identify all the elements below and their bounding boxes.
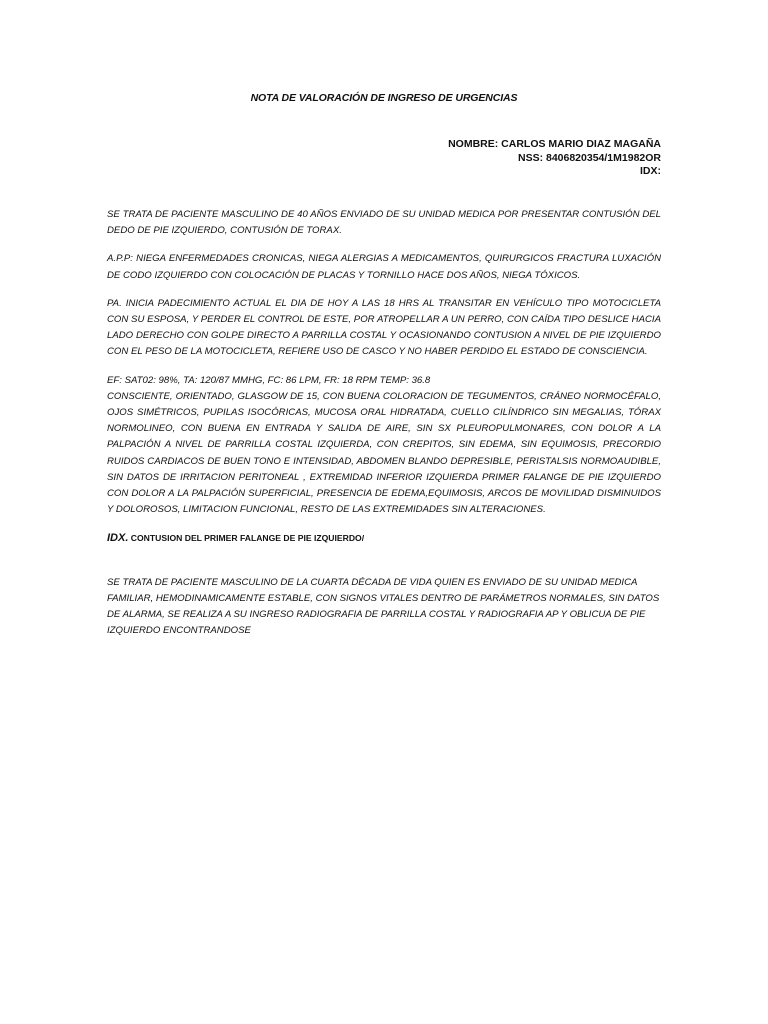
pa-paragraph: PA. INICIA PADECIMIENTO ACTUAL EL DIA DE HOY A LAS 18 HRS AL TRANSITAR EN VEHÍCULO TIPO MOTOCICLETA CON SU ESPOSA, Y PERDER EL CONTROL DE ESTE, POR ATROPELLAR A UN PERRO, CON CAÍDA TIPO DESLICE HACIA LADO DERECHO CON GOLPE DIRECTO A PARRILLA COSTAL Y OCASIONANDO CONTUSION A NIVEL DE PIE IZQUIERDO CON EL PESO DE LA MOTOCICLETA, REFIERE USO DE CASCO Y NO HABER PERDIDO EL ESTADO DE CONSCIENCIA. xyxy=(107,297,661,358)
patient-nss: NSS: 8406820354/1M1982OR xyxy=(517,151,661,164)
intro-paragraph: SE TRATA DE PACIENTE MASCULINO DE 40 AÑOS ENVIADO DE SU UNIDAD MEDICA POR PRESENTAR CONTUSIÓN DEL DEDO DE PIE IZQUIERDO, CONTUSIÓN DE TORAX. xyxy=(107,209,661,237)
diagnosis-line xyxy=(107,530,661,547)
diagnosis-text: CONTUSION DEL PRIMER FALANGE DE PIE IZQUIERDO/ xyxy=(128,533,365,544)
document-body xyxy=(107,207,661,651)
document-title: NOTA DE VALORACIÓN DE INGRESO DE URGENCIAS xyxy=(250,92,518,104)
patient-header xyxy=(448,138,661,179)
app-paragraph: A.P.P: NIEGA ENFERMEDADES CRONICAS, NIEGA ALERGIAS A MEDICAMENTOS, QUIRURGICOS FRACTURA LUXACIÓN DE CODO IZQUIERDO CON COLOCACIÓN DE PLACAS Y TORNILLO HACE DOS AÑOS, NIEGA TÓXICOS. xyxy=(107,253,661,281)
diagnosis-label: IDX. xyxy=(107,532,129,545)
patient-idx: IDX: xyxy=(640,165,661,177)
vital-signs-line: EF: SAT02: 98%, TA: 120/87 MMHG, FC: 86 LPM, FR: 18 RPM TEMP: 36.8 xyxy=(107,374,431,386)
summary-paragraph: SE TRATA DE PACIENTE MASCULINO DE LA CUARTA DÉCADA DE VIDA QUIEN ES ENVIADO DE SU UNIDAD MEDICA FAMILIAR, HEMODINAMICAMENTE ESTABLE, CON SIGNOS VITALES DENTRO DE PARÁMETROS NORMALES, SIN DATOS DE ALARMA, SE REALIZA A SU INGRESO RADIOGRAFIA DE PARRILLA COSTAL Y RADIOGRAFIA AP Y OBLICUA DE PIE IZQUIERDO ENCONTRANDOSE xyxy=(107,576,660,637)
patient-name: NOMBRE: CARLOS MARIO DIAZ MAGAÑA xyxy=(448,138,661,150)
physical-exam-paragraph: CONSCIENTE, ORIENTADO, GLASGOW DE 15, CON BUENA COLORACION DE TEGUMENTOS, CRÁNEO NORMOCÉFALO, OJOS SIMÉTRICOS, PUPILAS ISOCÓRICAS, MUCOSA ORAL HIDRATADA, CUELLO CILÍNDRICO SIN MEGALIAS, TÓRAX NORMOLINEO, CON BUENA EN ENTRADA Y SALIDA DE AIRE, SIN SX PLEUROPULMONARES, CON DOLOR A LA PALPACIÓN A NIVEL DE PARRILLA COSTAL IZQUIERDA, CON CREPITOS, SIN EDEMA, SIN EQUIMOSIS, PRECORDIO RUIDOS CARDIACOS DE BUEN TONO E INTENSIDAD, ABDOMEN BLANDO DEPRESIBLE, PERISTALSIS NORMOAUDIBLE, SIN DATOS DE IRRITACION PERITONEAL , EXTREMIDAD INFERIOR IZQUIERDA PRIMER FALANGE DE PIE IZQUIERDO CON DOLOR A LA PALPACIÓN SUPERFICIAL, PRESENCIA DE EDEMA,EQUIMOSIS, ARCOS DE MOVILIDAD DISMINUIDOS Y DOLOROSOS, LIMITACION FUNCIONAL, RESTO DE LAS EXTREMIDADES SIN ALTERACIONES. xyxy=(107,390,661,516)
